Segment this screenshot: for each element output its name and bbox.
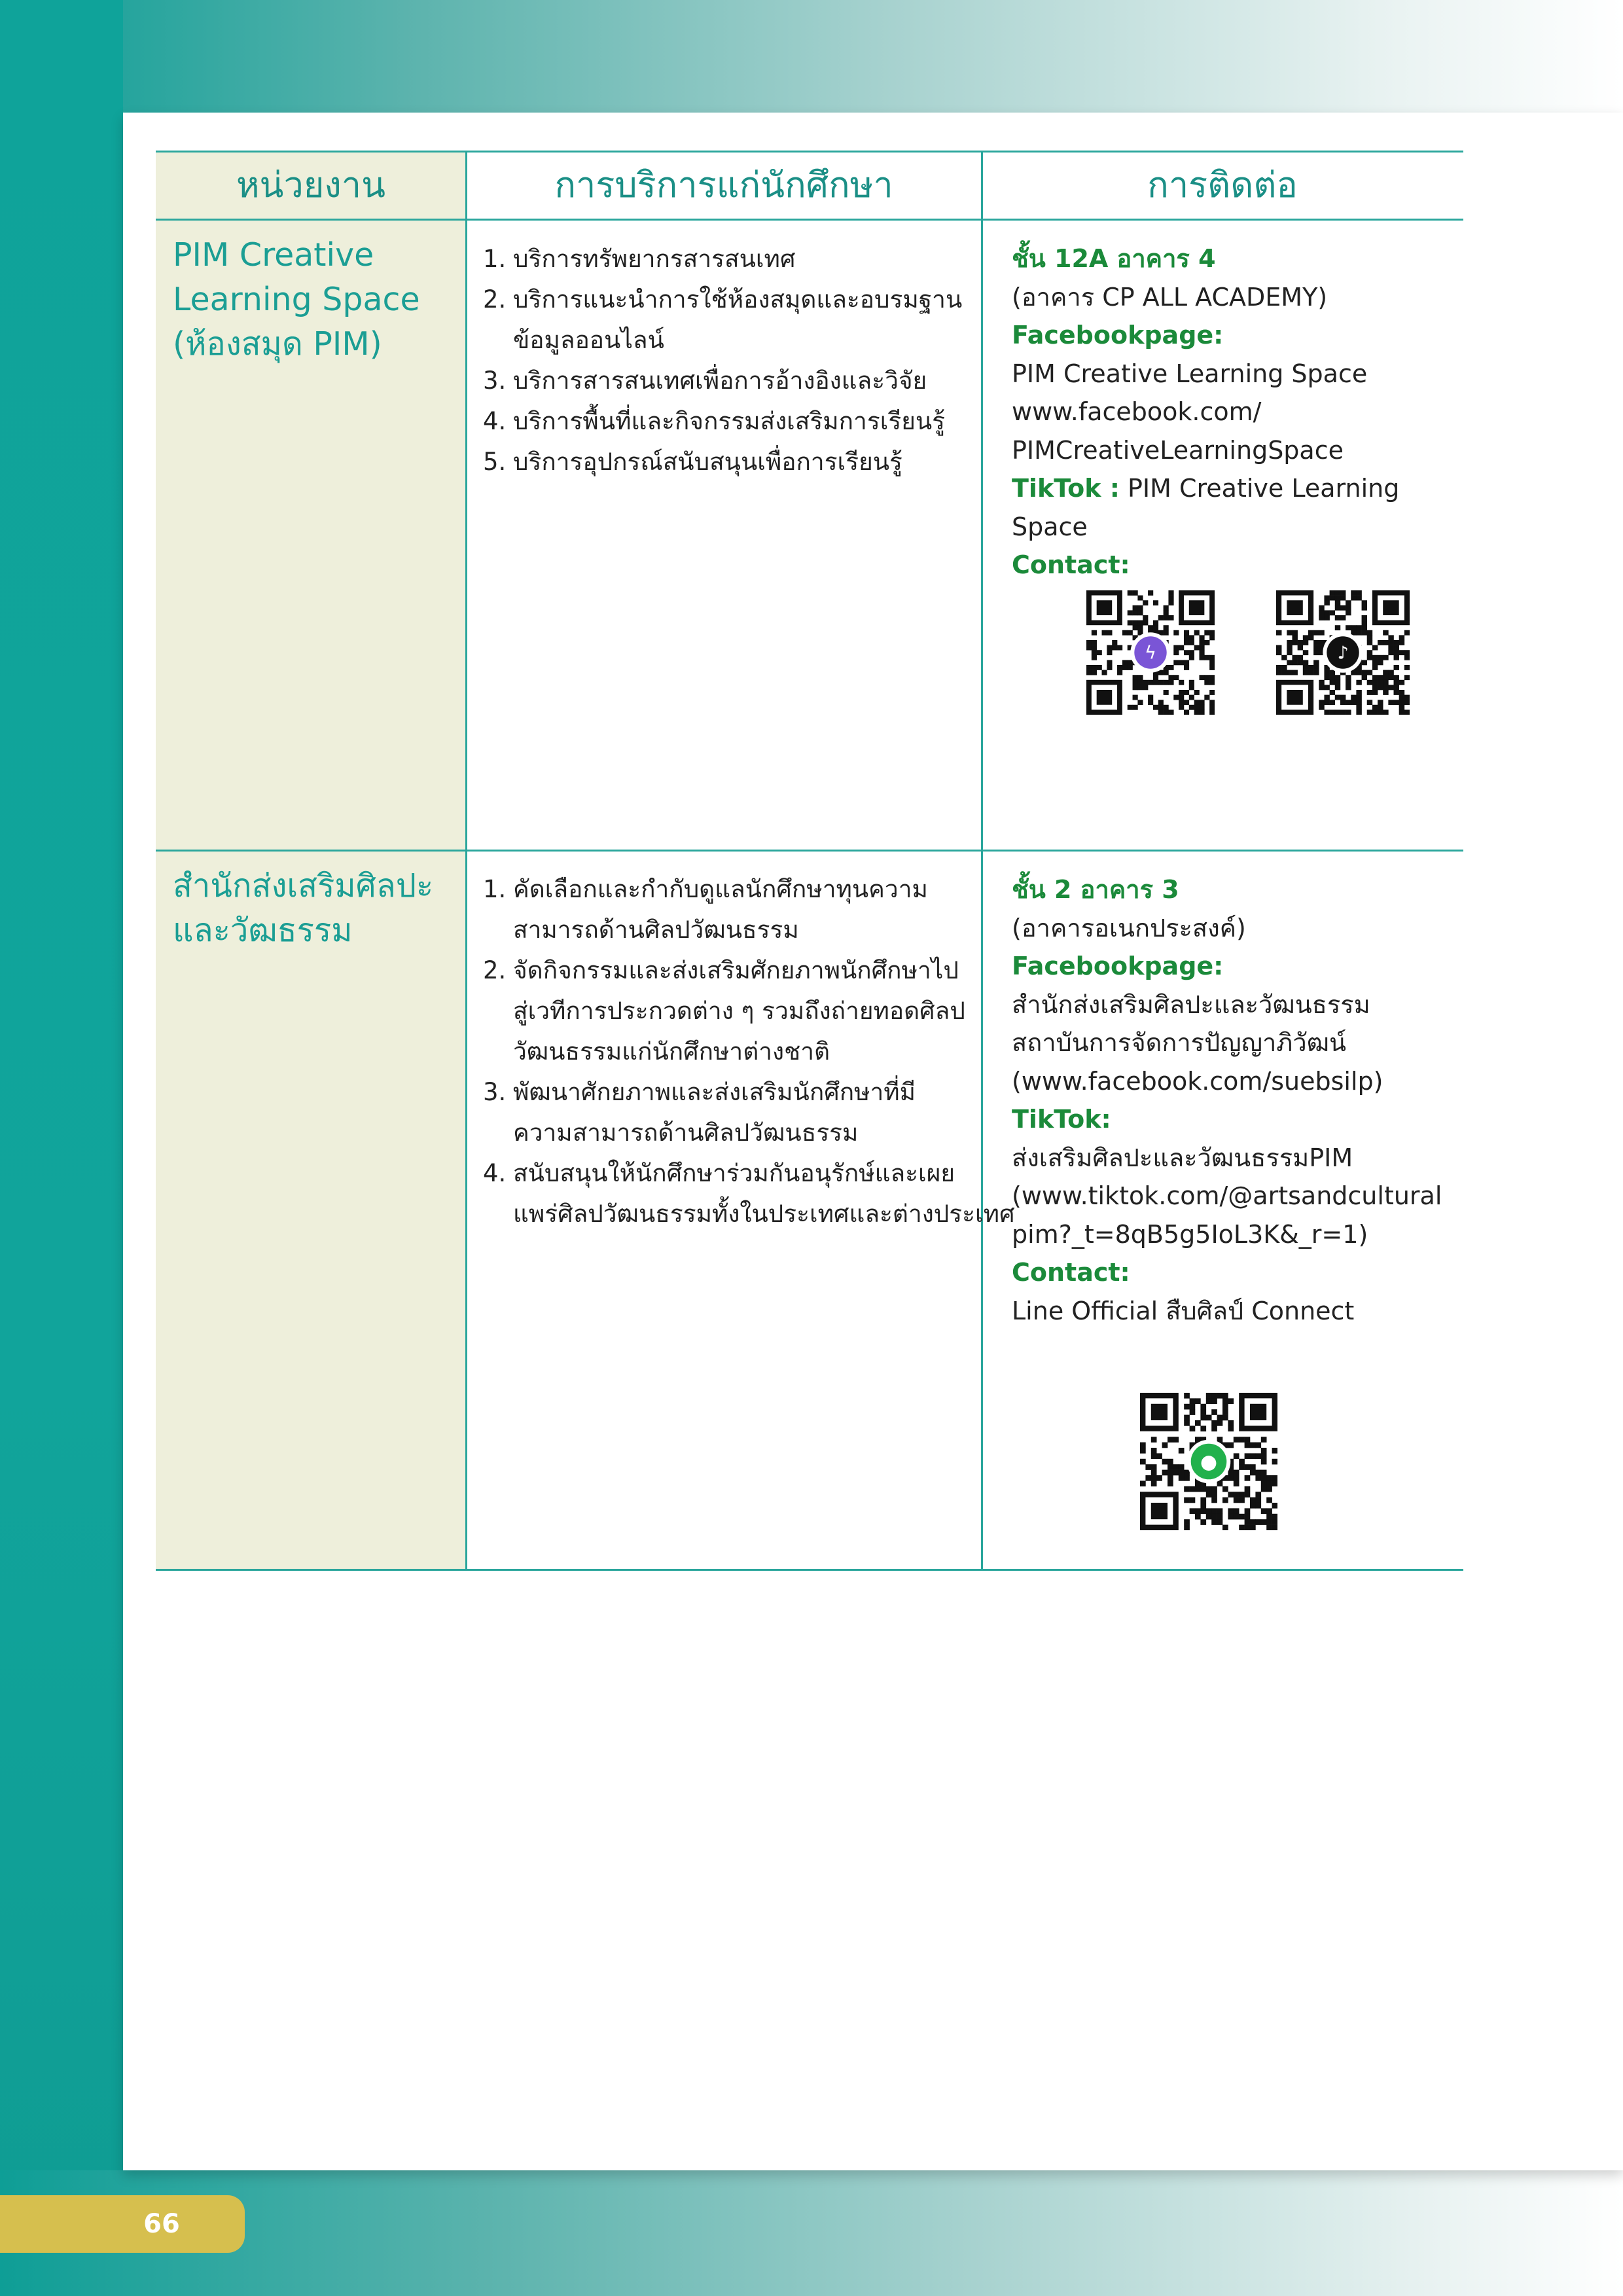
tiktok-qr-code[interactable] [1276,590,1410,715]
item-text: บริการอุปกรณ์สนับสนุนเพื่อการเรียนรู้ [513,448,902,476]
item-text: บริการทรัพยากรสารสนเทศ [513,245,796,273]
left-teal-band [0,0,123,2296]
building-text: (อาคารอเนกประสงค์) [1012,913,1246,942]
header-contact: การติดต่อ [1147,164,1298,206]
item-number: 3. [483,1078,507,1106]
item-text: คัดเลือกและกำกับดูแลนักศึกษาทุนความ [513,875,928,903]
facebook-url[interactable]: www.facebook.com/ [1012,397,1262,426]
unit-line: สำนักส่งเสริมศิลปะ [173,867,434,905]
column-divider-1 [465,151,467,1571]
item-number: 5. [483,448,507,476]
unit-line: PIM Creative [173,236,374,274]
item-number: 4. [483,1159,507,1187]
table-bottom-rule [156,1569,1463,1571]
item-text: พัฒนาศักยภาพและส่งเสริมนักศึกษาที่มี [513,1078,916,1106]
line-official-text: Line Official สืบศิลป์ Connect [1012,1296,1355,1325]
tiktok-name: ส่งเสริมศิลปะและวัฒนธรรมPIM [1012,1143,1353,1172]
item-text: แพร่ศิลปวัฒนธรรมทั้งในประเทศและต่างประเทศ [513,1200,1015,1228]
item-number: 1. [483,245,507,273]
tiktok-label: TikTok: [1012,1105,1111,1134]
contact-label: Contact: [1012,550,1130,579]
unit-line: Learning Space [173,281,420,318]
services-table [156,151,1463,1571]
item-text: ข้อมูลออนไลน์ [513,326,664,354]
unit-arts-culture [173,864,461,953]
tiktok-url[interactable]: pim?_t=8qB5g5IoL3K&_r=1) [1012,1219,1368,1249]
item-text: วัฒนธรรมแก่นักศึกษาต่างชาติ [513,1037,830,1066]
item-text: บริการพื้นที่และกิจกรรมส่งเสริมการเรียนรู้ [513,407,946,435]
tiktok-url[interactable]: (www.tiktok.com/@artsandcultural [1012,1181,1442,1210]
item-text: สนับสนุนให้นักศึกษาร่วมกันอนุรักษ์และเผย [513,1159,955,1187]
svg-text:♪: ♪ [1337,643,1349,664]
item-number: 4. [483,407,507,435]
tiktok-label: TikTok : [1012,474,1120,503]
facebook-label: Facebookpage: [1012,952,1224,980]
location-text: ชั้น 12A อาคาร 4 [1012,244,1216,273]
location-text: ชั้น 2 อาคาร 3 [1012,875,1179,904]
item-number: 3. [483,367,507,395]
facebook-name: สถาบันการจัดการปัญญาภิวัฒน์ [1012,1028,1346,1057]
header-bottom-rule [156,219,1463,221]
header-services: การบริการแก่นักศึกษา [554,164,893,206]
contact-library [1012,240,1457,584]
svg-text:ϟ: ϟ [1145,643,1156,664]
unit-library [173,233,461,367]
unit-line: และวัฒธรรม [173,912,353,949]
contact-arts [1012,870,1457,1330]
messenger-qr-code[interactable] [1086,590,1215,715]
header-unit: หน่วยงาน [236,164,386,206]
item-text: ความสามารถด้านศิลปวัฒนธรรม [513,1119,859,1147]
item-number: 2. [483,285,507,314]
item-text: สู่เวทีการประกวดต่าง ๆ รวมถึงถ่ายทอดศิลป [513,997,965,1025]
item-text: บริการแนะนำการใช้ห้องสมุดและอบรมฐาน [513,285,963,314]
item-text: สามารถด้านศิลปวัฒนธรรม [513,916,799,944]
facebook-name: สำนักส่งเสริมศิลปะและวัฒนธรรม [1012,990,1370,1019]
facebook-label: Facebookpage: [1012,321,1224,350]
item-text: บริการสารสนเทศเพื่อการอ้างอิงและวิจัย [513,367,927,395]
unit-line: (ห้องสมุด PIM) [173,325,382,363]
item-text: จัดกิจกรรมและส่งเสริมศักยภาพนักศึกษาไป [513,956,959,984]
page-number-badge: 66 [0,2195,245,2253]
facebook-name: PIM Creative Learning Space [1012,359,1368,388]
svg-text:●: ● [1200,1450,1218,1474]
row-divider [156,850,1463,852]
tiktok-line [1012,469,1457,546]
facebook-url[interactable]: (www.facebook.com/suebsilp) [1012,1066,1383,1096]
item-number: 1. [483,875,507,903]
contact-label: Contact: [1012,1258,1130,1287]
line-qr-code[interactable] [1140,1393,1277,1530]
facebook-url[interactable]: PIMCreativeLearningSpace [1012,435,1344,465]
tiktok-name: PIM Creative Learning Space [1012,474,1400,541]
item-number: 2. [483,956,507,984]
building-text: (อาคาร CP ALL ACADEMY) [1012,282,1328,312]
top-gradient-band [0,0,1623,113]
